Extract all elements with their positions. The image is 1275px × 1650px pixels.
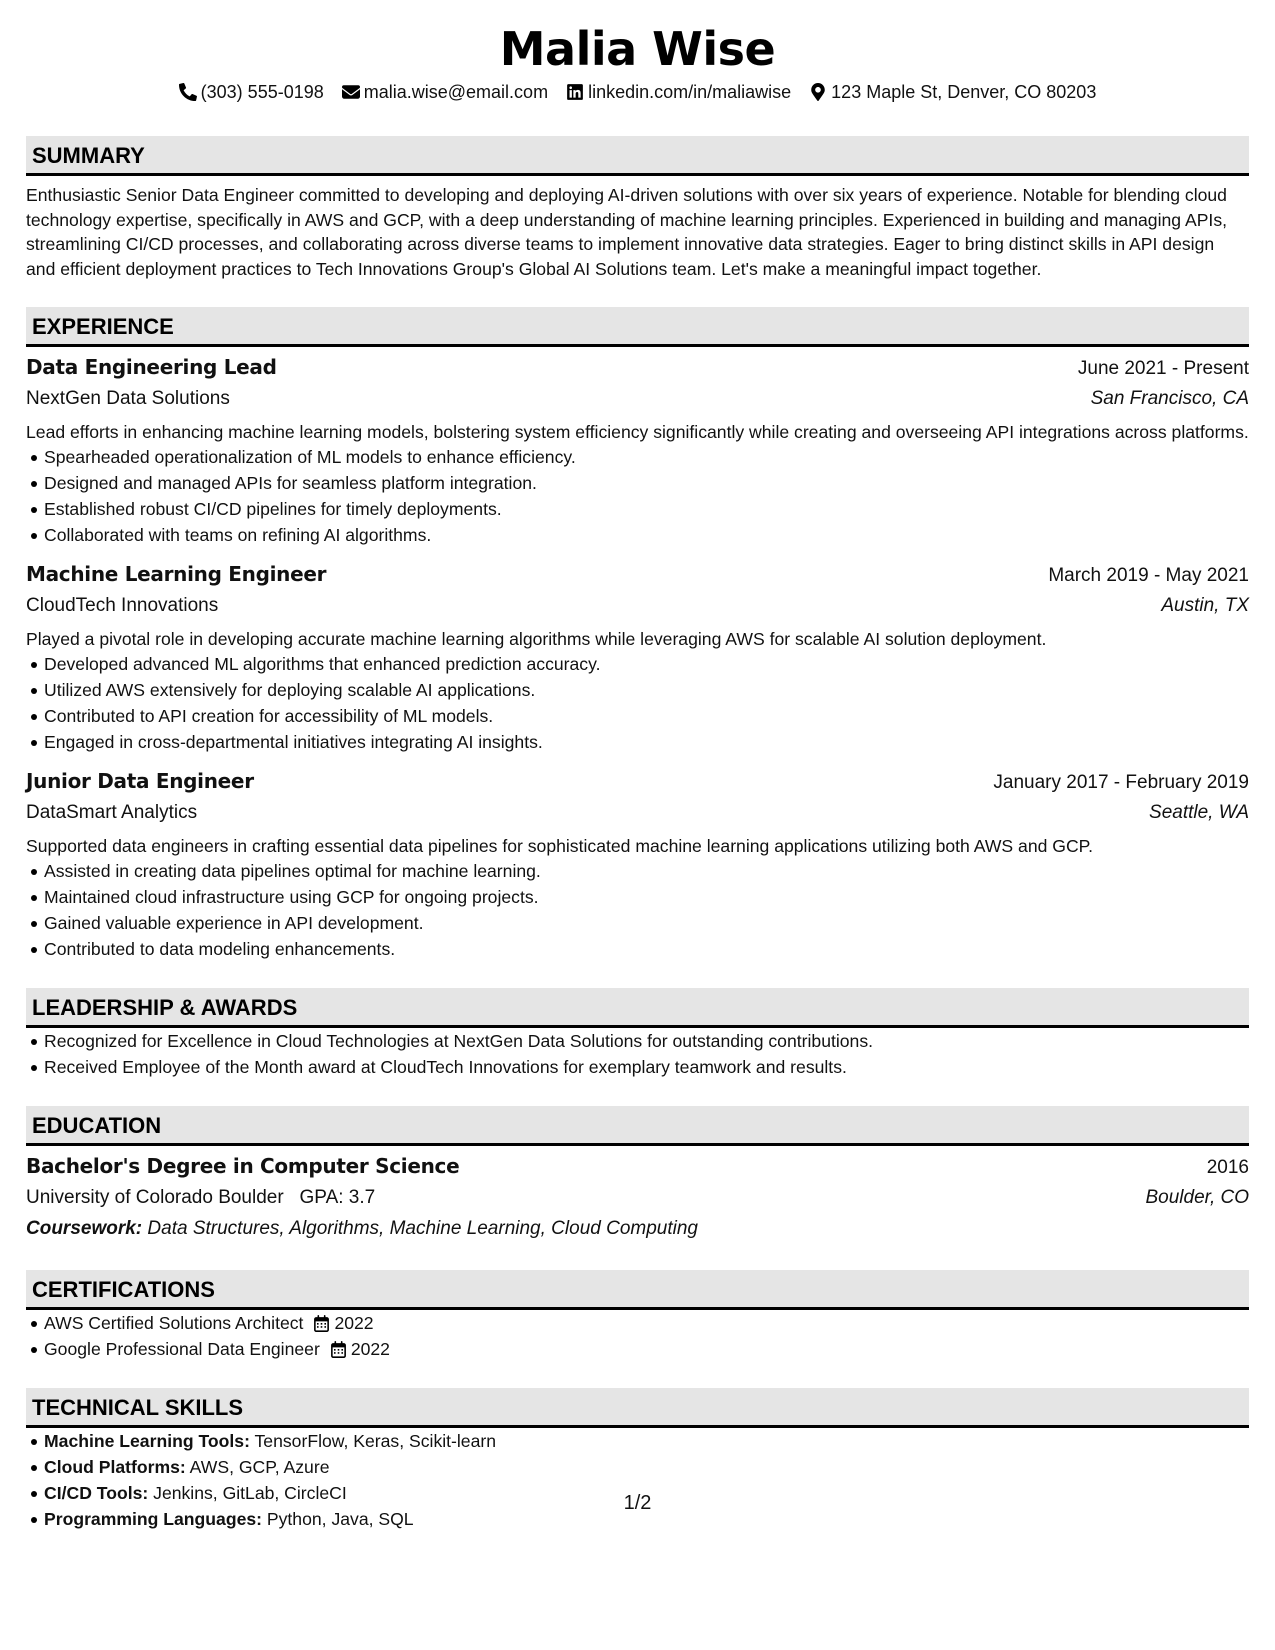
- list-item: Gained valuable experience in API development.: [26, 910, 1249, 936]
- cert-year: 2022: [350, 1339, 390, 1359]
- certifications-list: [26, 1310, 1249, 1362]
- experience-heading: EXPERIENCE: [26, 307, 1249, 347]
- leadership-heading: LEADERSHIP & AWARDS: [26, 988, 1249, 1028]
- job-bullets: [26, 444, 1249, 548]
- list-item: Recognized for Excellence in Cloud Technologies at NextGen Data Solutions for outstanding contributions.: [26, 1028, 1249, 1054]
- education-heading: EDUCATION: [26, 1106, 1249, 1146]
- job-dates: June 2021 - Present: [1077, 358, 1249, 379]
- cert-name: Google Professional Data Engineer: [44, 1339, 320, 1359]
- calendar-icon: [313, 1315, 330, 1332]
- calendar-icon: [330, 1341, 347, 1358]
- skills-list: [26, 1428, 1249, 1532]
- job-bullets: [26, 651, 1249, 755]
- education-entry: [26, 1152, 1249, 1244]
- phone-text: (303) 555-0198: [200, 81, 324, 102]
- job-title: Data Engineering Lead: [26, 355, 277, 379]
- job-location: Austin, TX: [1161, 595, 1249, 616]
- job-description: Supported data engineers in crafting essential data pipelines for sophisticated machine learning applications utilizing both AWS and GCP.: [26, 836, 1094, 856]
- job-title: Junior Data Engineer: [26, 769, 254, 793]
- list-item: Contributed to API creation for accessibility of ML models.: [26, 703, 1249, 729]
- job-location: Seattle, WA: [1149, 802, 1249, 823]
- job-dates: March 2019 - May 2021: [1048, 565, 1249, 586]
- job-entry: [26, 353, 1249, 548]
- list-item: Collaborated with teams on refining AI algorithms.: [26, 522, 1249, 548]
- skill-values: TensorFlow, Keras, Scikit-learn: [254, 1431, 497, 1451]
- job-company: CloudTech Innovations: [26, 595, 219, 616]
- coursework: [26, 1213, 1249, 1244]
- candidate-name: Malia Wise: [499, 22, 776, 76]
- skill-values: Python, Java, SQL: [266, 1509, 414, 1529]
- job-description: Lead efforts in enhancing machine learning models, bolstering system efficiency significantly while creating and overseeing API integrations across platforms.: [26, 422, 1249, 442]
- job-bullets: [26, 858, 1249, 962]
- contact-email[interactable]: [342, 82, 548, 103]
- gpa: GPA: 3.7: [299, 1187, 376, 1208]
- skill-values: Jenkins, GitLab, CircleCI: [153, 1483, 347, 1503]
- list-item: [26, 1454, 1249, 1480]
- job-location: San Francisco, CA: [1090, 388, 1249, 409]
- contact-linkedin[interactable]: [566, 82, 791, 103]
- email-text: malia.wise@email.com: [363, 81, 549, 102]
- coursework-label: Coursework:: [26, 1218, 143, 1239]
- skills-heading: TECHNICAL SKILLS: [26, 1388, 1249, 1428]
- graduation-year: 2016: [1206, 1157, 1249, 1178]
- phone-icon: [179, 83, 197, 101]
- awards-list: [26, 1028, 1249, 1080]
- skill-category: Cloud Platforms:: [44, 1457, 186, 1477]
- address-text: 123 Maple St, Denver, CO 80203: [831, 81, 1097, 102]
- job-entry: [26, 767, 1249, 962]
- cert-year: 2022: [334, 1313, 374, 1333]
- job-company: NextGen Data Solutions: [26, 388, 230, 409]
- job-dates: January 2017 - February 2019: [993, 772, 1249, 793]
- list-item: [26, 1428, 1249, 1454]
- summary-heading: SUMMARY: [26, 136, 1249, 176]
- page-number: 1/2: [623, 1492, 652, 1514]
- list-item: Spearheaded operationalization of ML models to enhance efficiency.: [26, 444, 1249, 470]
- certifications-heading: CERTIFICATIONS: [26, 1270, 1249, 1310]
- skill-category: Machine Learning Tools:: [44, 1431, 250, 1451]
- list-item: Assisted in creating data pipelines optimal for machine learning.: [26, 858, 1249, 884]
- summary-text: Enthusiastic Senior Data Engineer committed to developing and deploying AI-driven solutions with over six years of experience. Notable for blending cloud technology expertise, specifically in AWS and GCP, with a deep understanding of machine learning principles. Experienced in building and managing APIs, streamlining CI/CD processes, and collaborating across diverse teams to implement innovative data strategies. Eager to bring distinct skills in API design and efficient deployment practices to Tech Innovations Group's Global AI Solutions team. Let's make a meaningful impact together.: [26, 185, 1228, 279]
- list-item: [26, 1336, 1249, 1362]
- list-item: [26, 1310, 1249, 1336]
- job-description: Played a pivotal role in developing accurate machine learning algorithms while leveraging AWS for scalable AI solution deployment.: [26, 629, 1047, 649]
- job-entry: [26, 560, 1249, 755]
- school-line: [26, 1182, 375, 1213]
- list-item: Developed advanced ML algorithms that enhanced prediction accuracy.: [26, 651, 1249, 677]
- skill-category: Programming Languages:: [44, 1509, 262, 1529]
- cert-name: AWS Certified Solutions Architect: [44, 1313, 304, 1333]
- degree-title: Bachelor's Degree in Computer Science: [26, 1154, 460, 1178]
- linkedin-icon: [566, 83, 584, 101]
- list-item: Designed and managed APIs for seamless platform integration.: [26, 470, 1249, 496]
- linkedin-text: linkedin.com/in/maliawise: [588, 81, 792, 102]
- list-item: Contributed to data modeling enhancements.: [26, 936, 1249, 962]
- list-item: Engaged in cross-departmental initiatives integrating AI insights.: [26, 729, 1249, 755]
- list-item: Received Employee of the Month award at CloudTech Innovations for exemplary teamwork and results.: [26, 1054, 1249, 1080]
- contact-address: [809, 82, 1096, 103]
- contact-bar: [26, 79, 1249, 105]
- skill-category: CI/CD Tools:: [44, 1483, 149, 1503]
- list-item: Established robust CI/CD pipelines for timely deployments.: [26, 496, 1249, 522]
- school-name: University of Colorado Boulder: [26, 1187, 284, 1208]
- envelope-icon: [342, 83, 360, 101]
- skill-values: AWS, GCP, Azure: [189, 1457, 330, 1477]
- map-marker-icon: [809, 83, 827, 101]
- job-company: DataSmart Analytics: [26, 802, 198, 823]
- list-item: Utilized AWS extensively for deploying scalable AI applications.: [26, 677, 1249, 703]
- list-item: Maintained cloud infrastructure using GCP for ongoing projects.: [26, 884, 1249, 910]
- job-title: Machine Learning Engineer: [26, 562, 327, 586]
- coursework-list: Data Structures, Algorithms, Machine Learning, Cloud Computing: [147, 1218, 698, 1239]
- school-location: Boulder, CO: [1145, 1187, 1249, 1208]
- contact-phone: [179, 82, 324, 103]
